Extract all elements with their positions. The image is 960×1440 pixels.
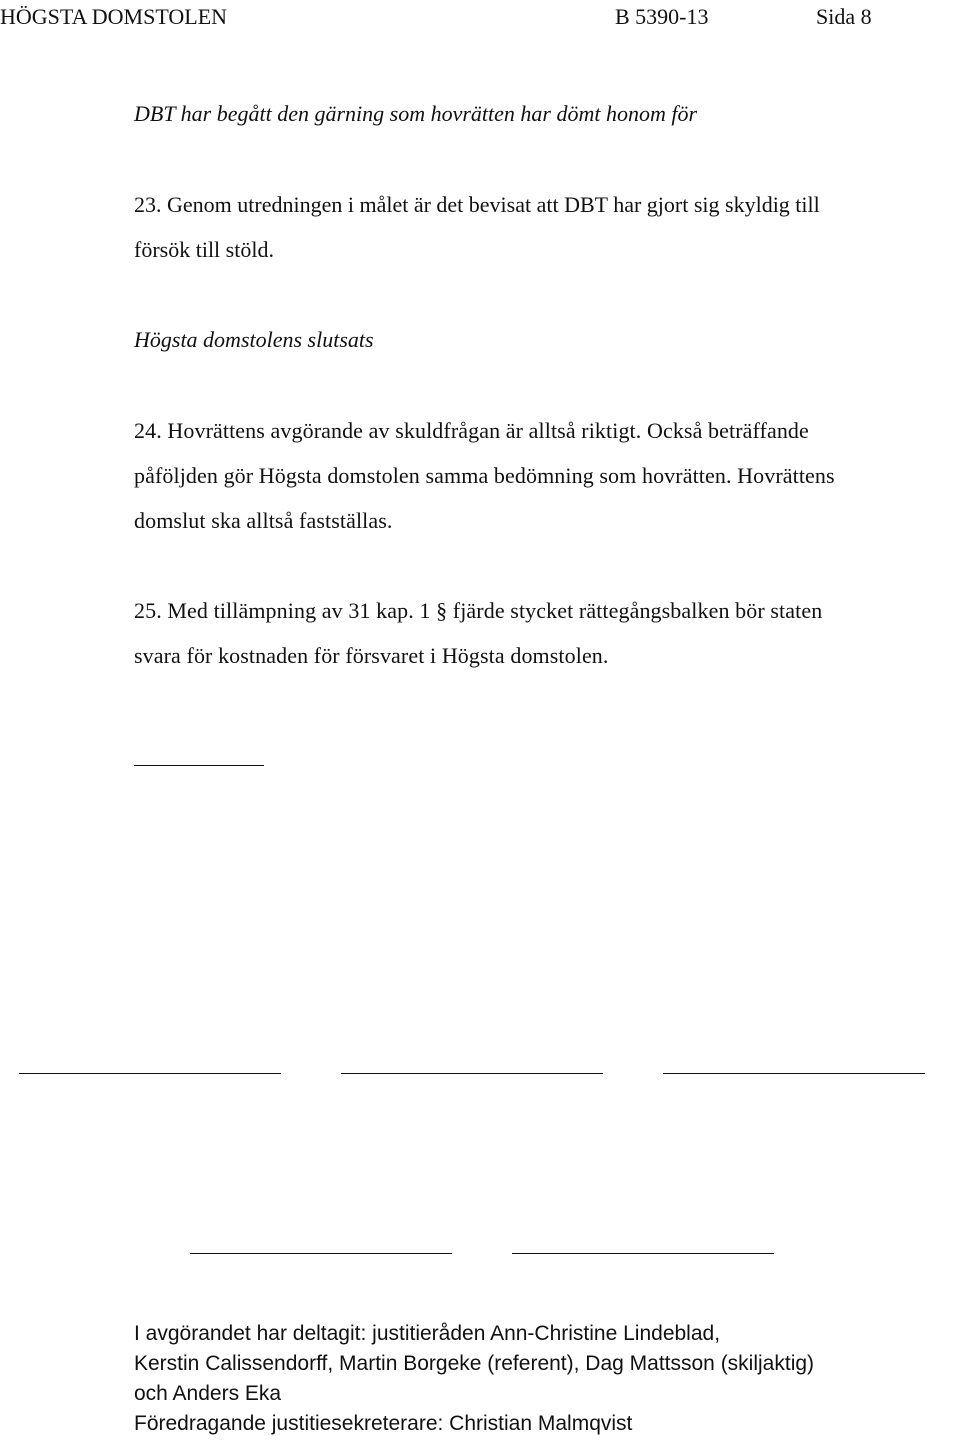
page-number: Sida 8 (816, 4, 872, 29)
footer-line-1: I avgörandet har deltagit: justitieråden Ann-Christine Lindeblad, (134, 1322, 721, 1345)
paragraph-23-line-2: försök till stöld. (134, 237, 274, 262)
footer-line-2: Kerstin Calissendorff, Martin Borgeke (referent), Dag Mattsson (skiljaktig) (134, 1352, 815, 1375)
signature-line-5 (512, 1253, 774, 1254)
signature-line-3 (663, 1073, 925, 1074)
signature-line-4 (190, 1253, 452, 1254)
paragraph-24-line-1: 24. Hovrättens avgörande av skuldfrågan är alltså riktigt. Också beträffande (134, 418, 809, 443)
footer-line-4: Föredragande justitiesekreterare: Christian Malmqvist (134, 1412, 633, 1435)
section-heading: Högsta domstolens slutsats (134, 327, 374, 352)
case-number: B 5390-13 (615, 4, 709, 29)
footer-line-3: och Anders Eka (134, 1382, 282, 1405)
paragraph-24-line-2: påföljden gör Högsta domstolen samma bedömning som hovrätten. Hovrättens (134, 463, 835, 488)
signature-line-2 (341, 1073, 603, 1074)
paragraph-25-line-2: svara för kostnaden för försvaret i Högsta domstolen. (134, 643, 609, 668)
paragraph-23-line-1: 23. Genom utredningen i målet är det bevisat att DBT har gjort sig skyldig till (134, 192, 820, 217)
signature-line-1 (19, 1073, 281, 1074)
continued-line: DBT har begått den gärning som hovrätten har dömt honom för (134, 101, 698, 126)
paragraph-24-line-3: domslut ska alltså fastställas. (134, 508, 393, 533)
end-rule (134, 765, 264, 766)
paragraph-25-line-1: 25. Med tillämpning av 31 kap. 1 § fjärde stycket rättegångsbalken bör staten (134, 598, 823, 623)
court-name: HÖGSTA DOMSTOLEN (0, 4, 228, 29)
